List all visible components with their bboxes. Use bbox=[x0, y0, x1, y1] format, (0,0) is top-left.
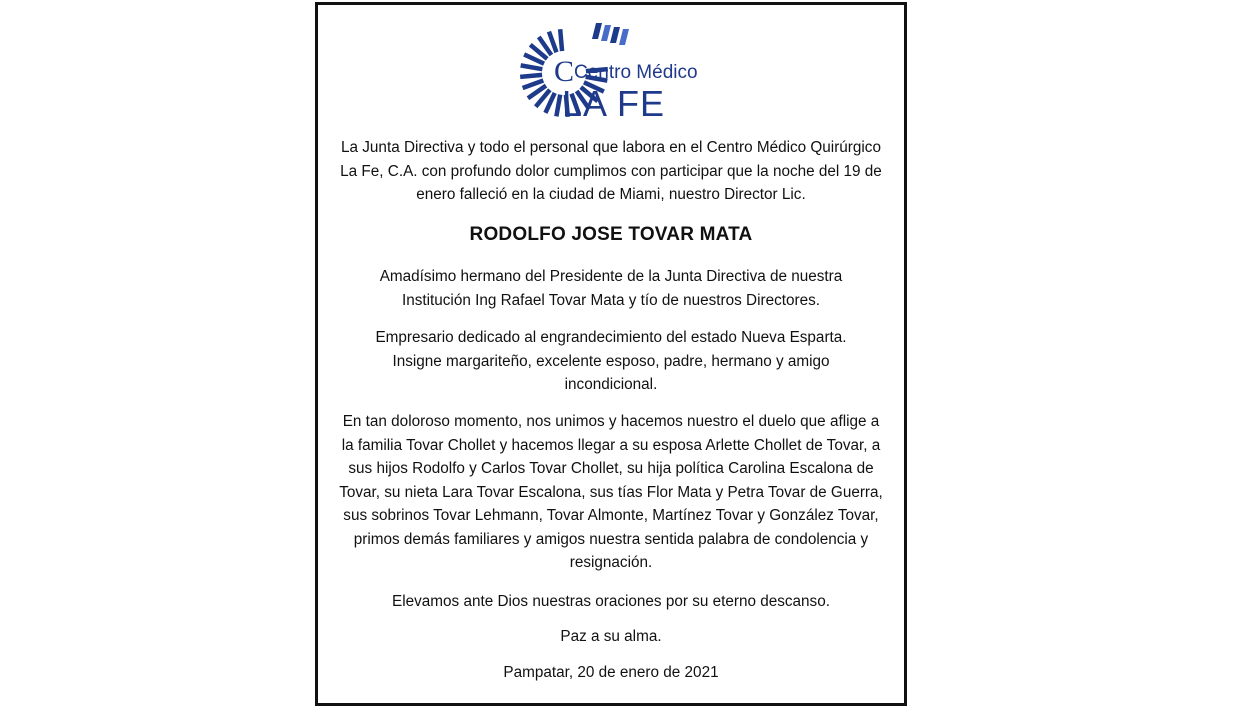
logo-ray bbox=[592, 23, 602, 39]
logo-ray bbox=[601, 25, 611, 41]
logo-line2: LA FE bbox=[562, 83, 666, 123]
logo-line1: Centro Médico bbox=[574, 62, 698, 83]
logo-ray bbox=[619, 29, 629, 45]
radiating-sunburst-logo-icon bbox=[514, 19, 704, 123]
family-paragraph: Amadísimo hermano del Presidente de la Junta Directiva de nuestra Institución Ing Rafael Tovar Mata y tío de nuestros Directores. bbox=[379, 268, 843, 309]
logo-ray bbox=[521, 65, 543, 69]
logo-c-letter: C bbox=[554, 55, 575, 88]
place-date: Pampatar, 20 de enero de 2021 bbox=[503, 664, 719, 681]
tribute-paragraph: Empresario dedicado al engrandecimiento del estado Nueva Esparta. Insigne margariteño, excelente esposo, padre, hermano y amigo incondicional. bbox=[375, 329, 847, 393]
centro-medico-la-fe-logo bbox=[514, 19, 704, 123]
logo-ray bbox=[556, 95, 560, 117]
deceased-name: RODOLFO JOSE TOVAR MATA bbox=[469, 224, 753, 245]
logo-ray bbox=[610, 27, 620, 43]
logo-ray bbox=[560, 29, 562, 51]
condolence-paragraph: En tan doloroso momento, nos unimos y hacemos nuestro el duelo que aflige a la familia Tovar Chollet y hacemos llegar a su esposa Arlette Chollet de Tovar, a sus hijos Rodolfo y Carlos Tovar Chollet, su hija política Carolina Escalona de Tovar, su nieta Lara Tovar Escalona, sus tías Flor Mata y Petra Tovar de Guerra, sus sobrinos Tovar Lehmann, Tovar Almonte, Martínez Tovar y González Tovar, primos demás familiares y amigos nuestra sentida palabra de condolencia y resignación. bbox=[339, 413, 883, 571]
logo-ray bbox=[520, 75, 542, 77]
prayer-paragraph: Elevamos ante Dios nuestras oraciones por su eterno descanso. bbox=[392, 593, 830, 610]
obituary-notice bbox=[315, 2, 907, 706]
intro-paragraph: La Junta Directiva y todo el personal que labora en el Centro Médico Quirúrgico La Fe, C.A. con profundo dolor cumplimos con participar que la noche del 19 de enero falleció en la ciudad de Miami, nuestro Director Lic. bbox=[340, 139, 882, 203]
closing-line: Paz a su alma. bbox=[560, 628, 662, 645]
